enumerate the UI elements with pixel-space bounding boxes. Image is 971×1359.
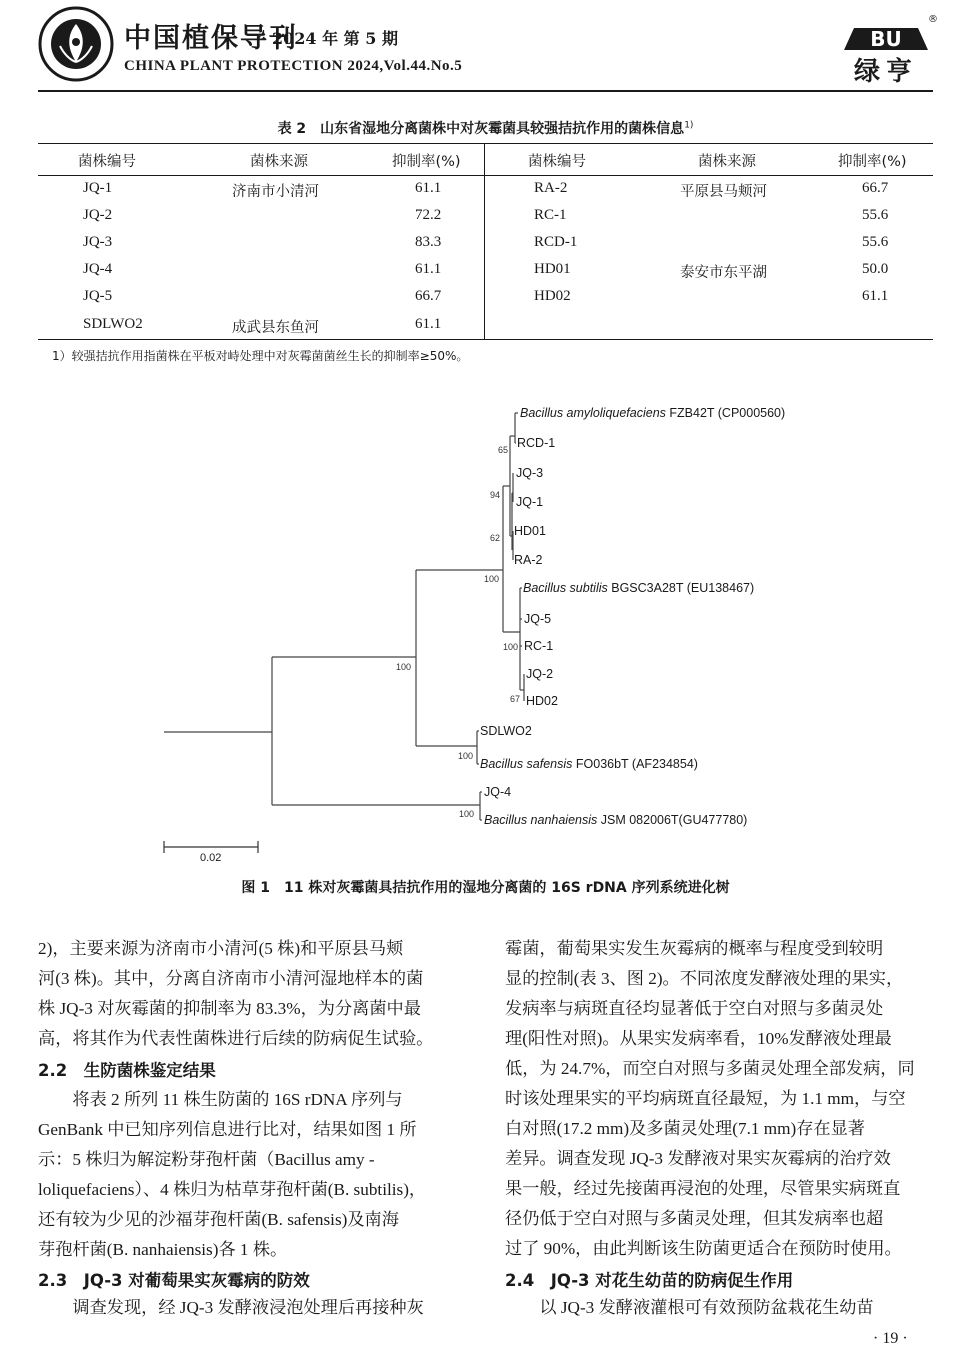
tree-leaf-label: SDLWO2 (480, 724, 532, 738)
table-header-source-right: 菌株来源 (698, 154, 756, 170)
table-cell-id: HD02 (534, 288, 571, 304)
tree-leaf-label: HD02 (526, 694, 558, 708)
table-cell-id: JQ-3 (83, 234, 113, 250)
journal-title-en: CHINA PLANT PROTECTION 2024,Vol.44.No.5 (124, 58, 463, 74)
table-cell-rate: 61.1 (415, 261, 442, 277)
tree-leaf-label: JQ-1 (516, 495, 544, 509)
text-line: 白对照(17.2 mm)及多菌灵处理(7.1 mm)存在显著 (505, 1119, 865, 1138)
text-line: GenBank 中已知序列信息进行比对，结果如图 1 所 (38, 1120, 417, 1139)
table-cell-rate: 50.0 (862, 261, 889, 277)
table-cell-rate: 66.7 (415, 288, 442, 304)
journal-title-cn: 中国植保导刊 (124, 23, 298, 54)
left-paragraph-3 (38, 1293, 466, 1323)
bootstrap-label: 94 (490, 490, 501, 500)
tree-leaf-label: RA-2 (514, 553, 543, 567)
table-cell-source: 平原县马颊河 (680, 184, 767, 200)
table-column-divider (484, 144, 485, 339)
bootstrap-label: 100 (484, 574, 500, 584)
right-paragraph-1 (505, 934, 933, 1264)
table-caption-note-mark: 1) (684, 120, 694, 131)
table-header-rule (38, 175, 933, 176)
table-cell-id: RCD-1 (534, 234, 578, 250)
bootstrap-label: 65 (498, 445, 509, 455)
header-rule (38, 90, 933, 92)
journal-seal-logo (38, 6, 114, 82)
brand-mark-text: BU (870, 27, 902, 51)
table-top-rule (38, 143, 933, 144)
section-heading-2-3: 2.3 JQ-3 对葡萄果实灰霉病的防效 (38, 1271, 310, 1290)
text-line: 将表 2 所列 11 株生防菌的 16S rDNA 序列与 (38, 1090, 403, 1109)
bootstrap-label: 100 (459, 809, 475, 819)
text-line: 株 JQ-3 对灰霉菌的抑制率为 83.3%，为分离菌中最 (38, 999, 421, 1018)
text-line: 理(阳性对照)。从果实发病率看，10%发酵液处理最 (505, 1029, 892, 1048)
left-paragraph-1 (38, 934, 466, 1054)
text-line: 河(3 株)。其中，分离自济南市小清河湿地样本的菌 (38, 969, 424, 988)
tree-leaf-label: RC-1 (524, 639, 554, 653)
table-cell-rate: 61.1 (415, 316, 442, 332)
text-line: 高，将其作为代表性菌株进行后续的防病促生试验。 (38, 1029, 434, 1048)
table-cell-rate: 66.7 (862, 180, 889, 196)
text-line: 时该处理果实的平均病斑直径最短，为 1.1 mm，与空 (505, 1089, 906, 1108)
text-line: 示：5 株归为解淀粉芽孢杆菌（Bacillus amy - (38, 1150, 375, 1169)
issue-label-cn: 2024 年 第 5 期 (272, 29, 398, 48)
phylogenetic-tree (0, 390, 971, 880)
text-line: 发病率与病斑直径均显著低于空白对照与多菌灵处 (505, 999, 884, 1018)
table-caption-text: 表 2 山东省湿地分离菌株中对灰霉菌具较强拮抗作用的菌株信息 (277, 121, 685, 137)
table-caption (0, 118, 971, 138)
figure-caption: 图 1 11 株对灰霉菌具拮抗作用的湿地分离菌的 16S rDNA 序列系统进化树 (241, 880, 730, 896)
text-line: loliquefaciens）、4 株归为枯草芽孢杆菌(B. subtilis)， (38, 1180, 427, 1199)
tree-leaf-label: JQ-2 (526, 667, 554, 681)
text-line: 以 JQ-3 发酵液灌根可有效预防盆栽花生幼苗 (505, 1298, 874, 1317)
tree-leaf-label: Bacillus safensis FO036bT (AF234854) (480, 757, 698, 771)
left-paragraph-2 (38, 1085, 466, 1265)
table-cell-id: JQ-5 (83, 288, 113, 304)
tree-leaf-label: JQ-3 (516, 466, 544, 480)
table-footnote: 1）较强拮抗作用指菌株在平板对峙处理中对灰霉菌菌丝生长的抑制率≥50%。 (52, 349, 469, 363)
text-line: 过了 90%，由此判断该生防菌更适合在预防时使用。 (505, 1239, 902, 1258)
table-header-rate-left: 抑制率(%) (392, 154, 461, 170)
text-line: 径仍低于空白对照与多菌灵处理，但其发病率也超 (505, 1209, 884, 1228)
table-header-source-left: 菌株来源 (250, 154, 308, 170)
bootstrap-label: 100 (458, 751, 474, 761)
table-cell-rate: 61.1 (415, 180, 442, 196)
tree-leaf-label: JQ-5 (524, 612, 552, 626)
table-cell-rate: 83.3 (415, 234, 442, 250)
bootstrap-label: 100 (396, 662, 412, 672)
table-header-rate-right: 抑制率(%) (838, 154, 907, 170)
text-line: 差异。调查发现 JQ-3 发酵液对果实灰霉病的治疗效 (505, 1149, 891, 1168)
table-cell-source: 济南市小清河 (232, 184, 319, 200)
table-header-id-left: 菌株编号 (78, 154, 136, 170)
table-bottom-rule (38, 339, 933, 340)
table-header-id-right: 菌株编号 (528, 154, 586, 170)
text-line: 显的控制(表 3、图 2)。不同浓度发酵液处理的果实， (505, 969, 904, 988)
brand-text: 绿亨 (853, 57, 919, 87)
bootstrap-label: 62 (490, 533, 501, 543)
table-cell-rate: 61.1 (862, 288, 889, 304)
table-cell-id: RC-1 (534, 207, 567, 223)
tree-leaf-label: Bacillus subtilis BGSC3A28T (EU138467) (523, 581, 755, 595)
bootstrap-label: 67 (510, 694, 521, 704)
scale-bar-label: 0.02 (200, 852, 222, 864)
right-paragraph-2 (505, 1293, 933, 1323)
text-line: 调查发现，经 JQ-3 发酵液浸泡处理后再接种灰 (38, 1298, 424, 1317)
tree-leaf-label: Bacillus nanhaiensis JSM 082006T(GU477780) (484, 813, 748, 827)
table-cell-rate: 55.6 (862, 234, 889, 250)
bootstrap-label: 100 (503, 642, 519, 652)
tree-leaf-label: Bacillus amyloliquefaciens FZB42T (CP000560) (520, 406, 786, 420)
table-cell-rate: 72.2 (415, 207, 442, 223)
text-line: 芽孢杆菌(B. nanhaiensis)各 1 株。 (38, 1240, 288, 1259)
section-heading-2-4: 2.4 JQ-3 对花生幼苗的防病促生作用 (505, 1271, 794, 1290)
text-line: 霉菌，葡萄果实发生灰霉病的概率与程度受到较明 (505, 939, 884, 958)
table-cell-id: JQ-1 (83, 180, 113, 196)
table-cell-id: RA-2 (534, 180, 568, 196)
text-line: 低，为 24.7%，而空白对照与多菌灵处理全部发病，同 (505, 1059, 915, 1078)
registered-mark: ® (928, 14, 938, 25)
tree-leaf-label: JQ-4 (484, 785, 512, 799)
text-line: 果一般，经过先接菌再浸泡的处理，尽管果实病斑直 (505, 1179, 901, 1198)
table-cell-id: JQ-4 (83, 261, 113, 277)
table-cell-id: HD01 (534, 261, 571, 277)
tree-leaf-label: HD01 (514, 524, 546, 538)
tree-leaf-label: RCD-1 (517, 436, 556, 450)
section-heading-2-2: 2.2 生防菌株鉴定结果 (38, 1061, 216, 1080)
text-line: 还有较为少见的沙福芽孢杆菌(B. safensis)及南海 (38, 1210, 399, 1229)
text-line: 2)，主要来源为济南市小清河(5 株)和平原县马颊 (38, 939, 404, 958)
table-cell-id: SDLWO2 (83, 316, 143, 332)
table-cell-source: 成武县东鱼河 (232, 320, 319, 336)
page-number: · 19 · (873, 1330, 908, 1347)
brand-logo (838, 8, 938, 88)
table-cell-source: 泰安市东平湖 (680, 265, 767, 281)
table-cell-id: JQ-2 (83, 207, 113, 223)
table-cell-rate: 55.6 (862, 207, 889, 223)
